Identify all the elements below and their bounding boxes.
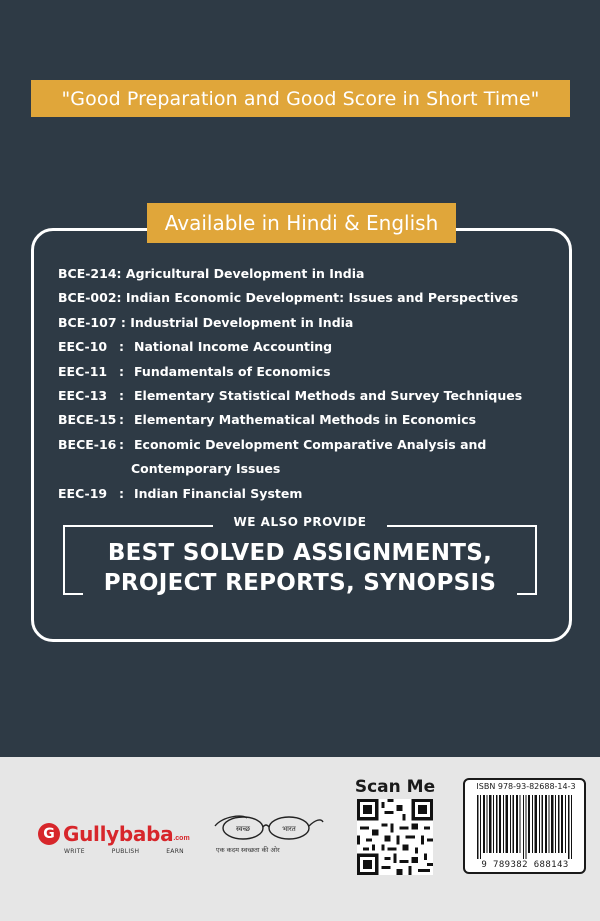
swachh-caption: एक कदम स्वच्छता की ओर [216,846,280,854]
provide-frame-top-left [63,525,213,527]
course-code: EEC-11 [58,363,108,379]
course-item [58,335,558,359]
provide-frame-right [535,525,537,593]
isbn-number: ISBN 978-93-82688-14-3 [476,782,576,791]
logo-mark-icon: G [38,823,60,845]
provide-frame-bottom-right [517,593,537,595]
course-title: Economic Development Comparative Analysis and [134,436,487,452]
logo-tag: WRITE [64,848,85,855]
course-code: BECE-16 [58,436,117,452]
course-separator: : [119,363,124,379]
course-separator: : [119,412,124,428]
availability-banner [147,203,456,243]
course-title: Fundamentals of Economics [134,363,331,379]
swachh-right-text: भारत [282,825,296,833]
course-separator: : [120,314,126,330]
availability-text: Available in Hindi & English [164,211,439,235]
course-title: Elementary Mathematical Methods in Economics [134,412,477,428]
gullybaba-logo [38,822,190,846]
logo-tag: EARN [166,848,184,855]
tagline-banner [31,80,570,117]
course-separator: : [119,485,124,501]
course-title: Agricultural Development in India [125,266,365,281]
course-separator: : [116,290,122,306]
course-item [58,360,558,384]
provide-line-2: PROJECT REPORTS, SYNOPSIS [103,570,497,596]
course-title: Elementary Statistical Methods and Survey Techniques [134,388,523,404]
course-title: National Income Accounting [134,339,333,355]
course-code: EEC-10 [58,339,108,355]
course-code: BCE-107 [58,314,117,330]
course-title: Indian Financial System [134,485,303,501]
course-separator: : [119,339,124,355]
course-title-continuation: Contemporary Issues [131,461,281,477]
logo-tag: PUBLISH [111,848,140,855]
tagline-text: "Good Preparation and Good Score in Short Time" [61,87,540,110]
scan-me-label: Scan Me [354,777,436,797]
swachh-left-text: स्वच्छ [235,825,251,833]
qr-code-icon[interactable] [357,799,433,875]
course-code: EEC-13 [58,388,108,404]
barcode-digits: 9 789382 688143 [481,860,569,870]
logo-suffix: .com [173,835,190,842]
course-item [58,384,558,408]
course-list [58,262,558,506]
course-item-continuation [58,457,558,481]
course-item [58,408,558,432]
barcode-icon [475,795,579,859]
provide-label: WE ALSO PROVIDE [233,515,367,529]
course-item [58,286,558,310]
course-code: BCE-002 [58,290,117,306]
course-item [58,262,558,286]
course-code: EEC-19 [58,485,108,501]
course-item [58,433,558,457]
logo-name: Gullybaba [63,822,174,846]
provide-line-1: BEST SOLVED ASSIGNMENTS, [107,540,493,566]
course-code: BCE-214 [58,266,117,281]
course-separator: : [119,388,124,404]
course-title: Industrial Development in India [130,314,354,330]
course-item [58,482,558,506]
logo-tagline [64,848,184,855]
provide-frame-top-right [387,525,537,527]
course-separator: : [119,436,124,452]
course-item [58,311,558,335]
provide-frame-left [63,525,65,593]
course-separator: : [116,266,122,281]
course-code: BECE-15 [58,412,117,428]
course-title: Indian Economic Development: Issues and Perspectives [125,290,519,306]
